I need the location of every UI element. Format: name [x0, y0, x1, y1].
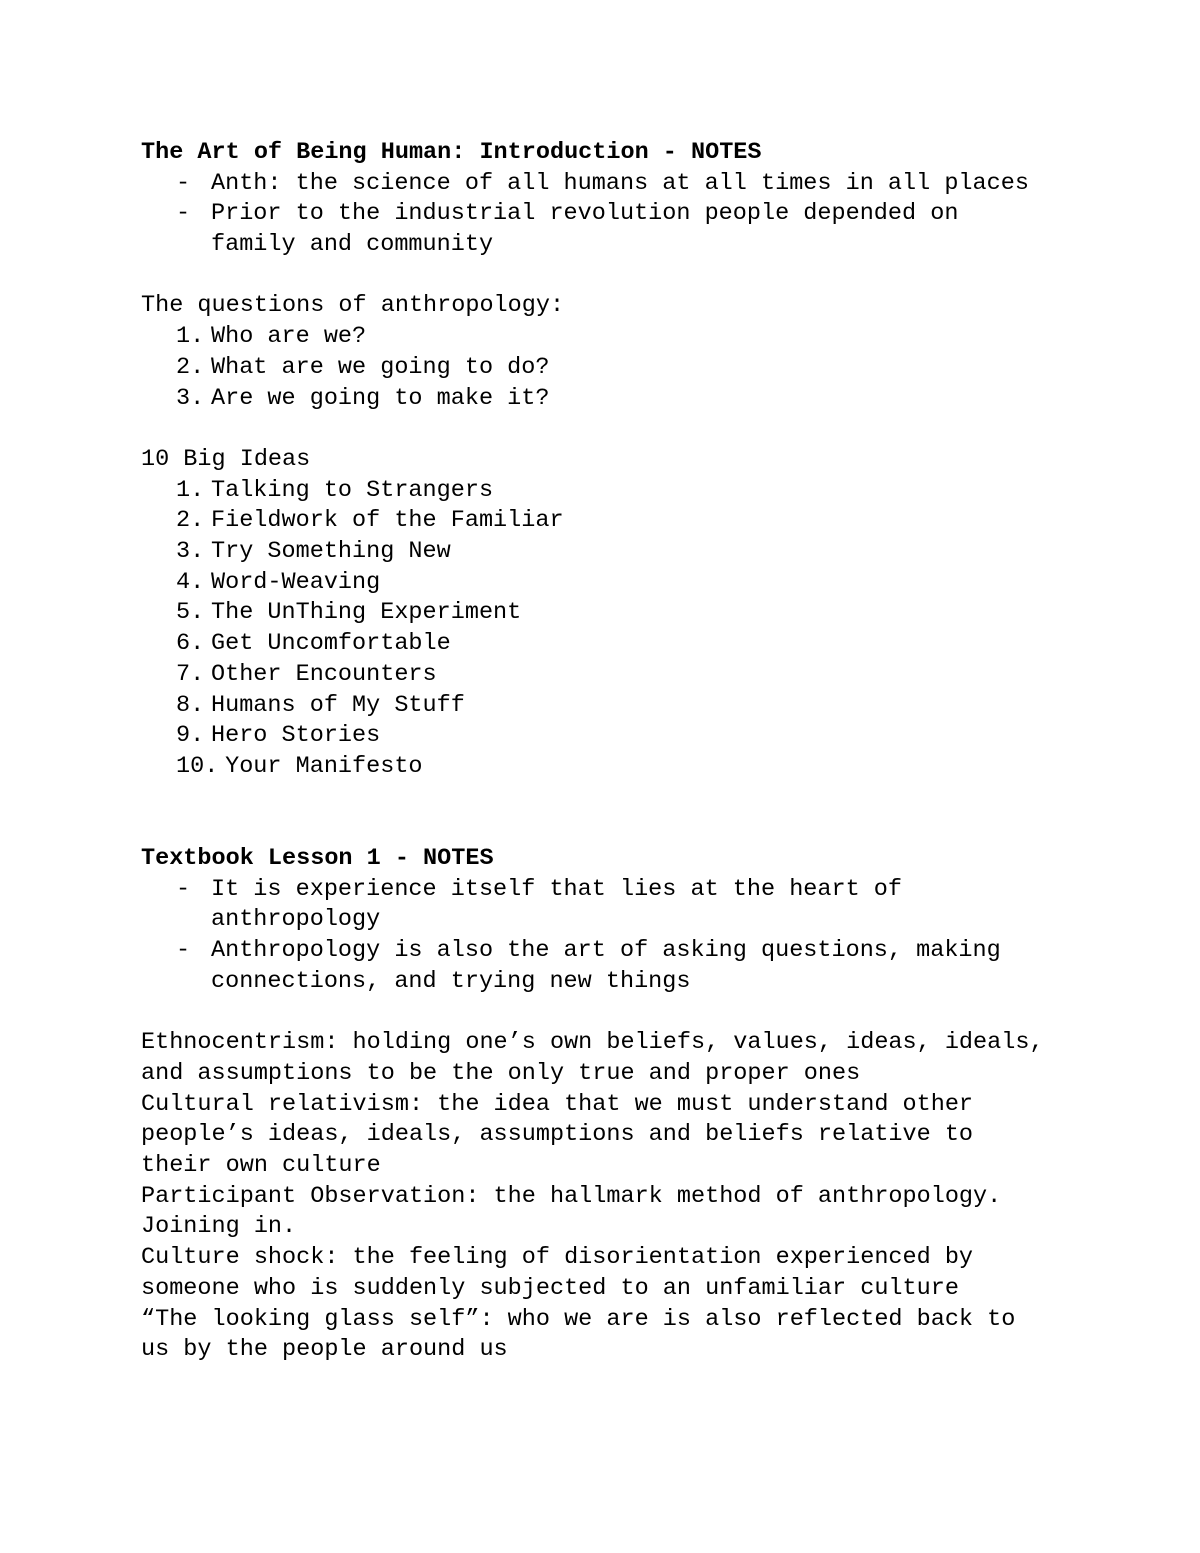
- list-number: 3.: [176, 538, 205, 566]
- question-item: [141, 322, 1101, 353]
- document-body: [141, 138, 1101, 1366]
- list-text: Are we going to make it?: [211, 384, 550, 412]
- idea-item: [141, 476, 1101, 507]
- definition-looking-glass-self: “The looking glass self”: who we are is also reflected back to us by the people around us: [141, 1305, 1016, 1364]
- list-text: Word-Weaving: [211, 568, 381, 596]
- question-item: [141, 353, 1101, 384]
- list-number: 7.: [176, 660, 205, 688]
- idea-item: [141, 752, 1101, 783]
- idea-item: [141, 537, 1101, 568]
- questions-heading: The questions of anthropology:: [141, 292, 565, 320]
- list-text: Try Something New: [211, 538, 451, 566]
- definition-cultural-relativism: Cultural relativism: the idea that we must understand other people’s ideas, ideals, assumptions and beliefs relative to their own culture: [141, 1090, 974, 1180]
- list-text: Fieldwork of the Familiar: [211, 507, 564, 535]
- list-text: The UnThing Experiment: [211, 599, 522, 627]
- list-number: 2.: [176, 507, 205, 535]
- bullet-text: Prior to the industrial revolution people depended on family and community: [211, 200, 959, 259]
- definition-ethnocentrism: Ethnocentrism: holding one’s own beliefs, values, ideas, ideals, and assumptions to be the only true and proper ones: [141, 1029, 1044, 1087]
- list-text: Humans of My Stuff: [211, 691, 465, 719]
- list-text: Who are we?: [211, 323, 367, 351]
- list-text: Other Encounters: [211, 660, 437, 688]
- list-number: 8.: [176, 691, 205, 719]
- idea-item: [141, 660, 1101, 691]
- list-number: 1.: [176, 476, 205, 504]
- idea-item: [141, 629, 1101, 660]
- definition-culture-shock: Culture shock: the feeling of disorientation experienced by someone who is suddenly subjected to an unfamiliar culture: [141, 1244, 974, 1302]
- list-text: Your Manifesto: [211, 752, 423, 780]
- list-number: 6.: [176, 630, 205, 658]
- bullet-text: Anth: the science of all humans at all times in all places: [211, 169, 1029, 197]
- bullet-marker: -: [176, 169, 191, 197]
- intro-bullet: [141, 199, 1101, 260]
- list-number: 5.: [176, 599, 205, 627]
- intro-title: The Art of Being Human: Introduction - NOTES: [141, 139, 762, 166]
- list-number: 4.: [176, 568, 205, 596]
- bullet-marker: -: [176, 937, 191, 965]
- bullet-marker: -: [176, 200, 191, 228]
- list-number: 9.: [176, 722, 205, 750]
- bullet-marker: -: [176, 875, 191, 903]
- idea-item: [141, 568, 1101, 599]
- question-item: [141, 384, 1101, 415]
- list-text: What are we going to do?: [211, 353, 550, 381]
- ideas-heading: 10 Big Ideas: [141, 445, 311, 473]
- idea-item: [141, 721, 1101, 752]
- bullet-text: Anthropology is also the art of asking questions, making connections, and trying new things: [211, 937, 1001, 995]
- list-number: 3.: [176, 384, 205, 412]
- definition-participant-observation: Participant Observation: the hallmark method of anthropology. Joining in.: [141, 1182, 1002, 1241]
- list-number: 10.: [176, 752, 219, 780]
- idea-item: [141, 691, 1101, 722]
- list-number: 1.: [176, 323, 205, 351]
- lesson1-bullet: [141, 875, 1101, 936]
- list-text: Talking to Strangers: [211, 476, 494, 504]
- lesson1-title: Textbook Lesson 1 - NOTES: [141, 845, 494, 873]
- list-number: 2.: [176, 353, 205, 381]
- list-text: Get Uncomfortable: [211, 630, 451, 658]
- bullet-text: It is experience itself that lies at the heart of anthropology: [211, 875, 903, 934]
- list-text: Hero Stories: [211, 722, 381, 750]
- lesson1-bullet: [141, 936, 1101, 997]
- intro-bullet: [141, 169, 1101, 200]
- idea-item: [141, 598, 1101, 629]
- idea-item: [141, 506, 1101, 537]
